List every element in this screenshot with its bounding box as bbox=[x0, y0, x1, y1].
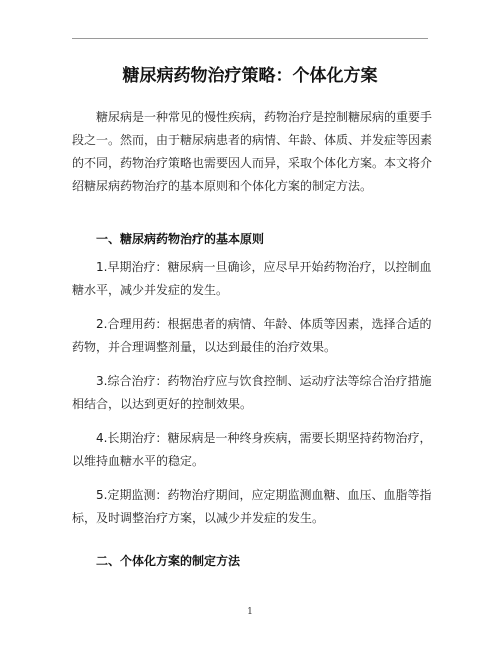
principle-long-term-treatment: 4.长期治疗：糖尿病是一种终身疾病，需要长期坚持药物治疗，以维持血糖水平的稳定。 bbox=[72, 431, 432, 468]
document-title: 糖尿病药物治疗策略：个体化方案 bbox=[122, 66, 378, 86]
section-heading-principles: 一、糖尿病药物治疗的基本原则 bbox=[96, 232, 265, 246]
intro-paragraph: 糖尿病是一种常见的慢性疾病，药物治疗是控制糖尿病的重要手段之一。然而，由于糖尿病患者的病情、年龄、体质、并发症等因素的不同，药物治疗策略也需要因人而异，采取个体化方案。本文将介绍糖尿病药物治疗的基本原则和个体化方案的制定方法。 bbox=[72, 110, 433, 193]
principle-regular-monitoring: 5.定期监测：药物治疗期间，应定期监测血糖、血压、血脂等指标，及时调整治疗方案，以减少并发症的发生。 bbox=[72, 488, 432, 525]
page-number: 1 bbox=[247, 607, 253, 617]
principle-early-treatment: 1.早期治疗：糖尿病一旦确诊，应尽早开始药物治疗，以控制血糖水平，减少并发症的发生。 bbox=[72, 260, 432, 297]
principle-rational-medication: 2.合理用药：根据患者的病情、年龄、体质等因素，选择合适的药物，并合理调整剂量，以达到最佳的治疗效果。 bbox=[72, 317, 432, 354]
header-rule bbox=[72, 38, 428, 39]
section-heading-individualized: 二、个体化方案的制定方法 bbox=[96, 554, 241, 568]
principle-comprehensive-treatment: 3.综合治疗：药物治疗应与饮食控制、运动疗法等综合治疗措施相结合，以达到更好的控制效果。 bbox=[72, 374, 432, 411]
